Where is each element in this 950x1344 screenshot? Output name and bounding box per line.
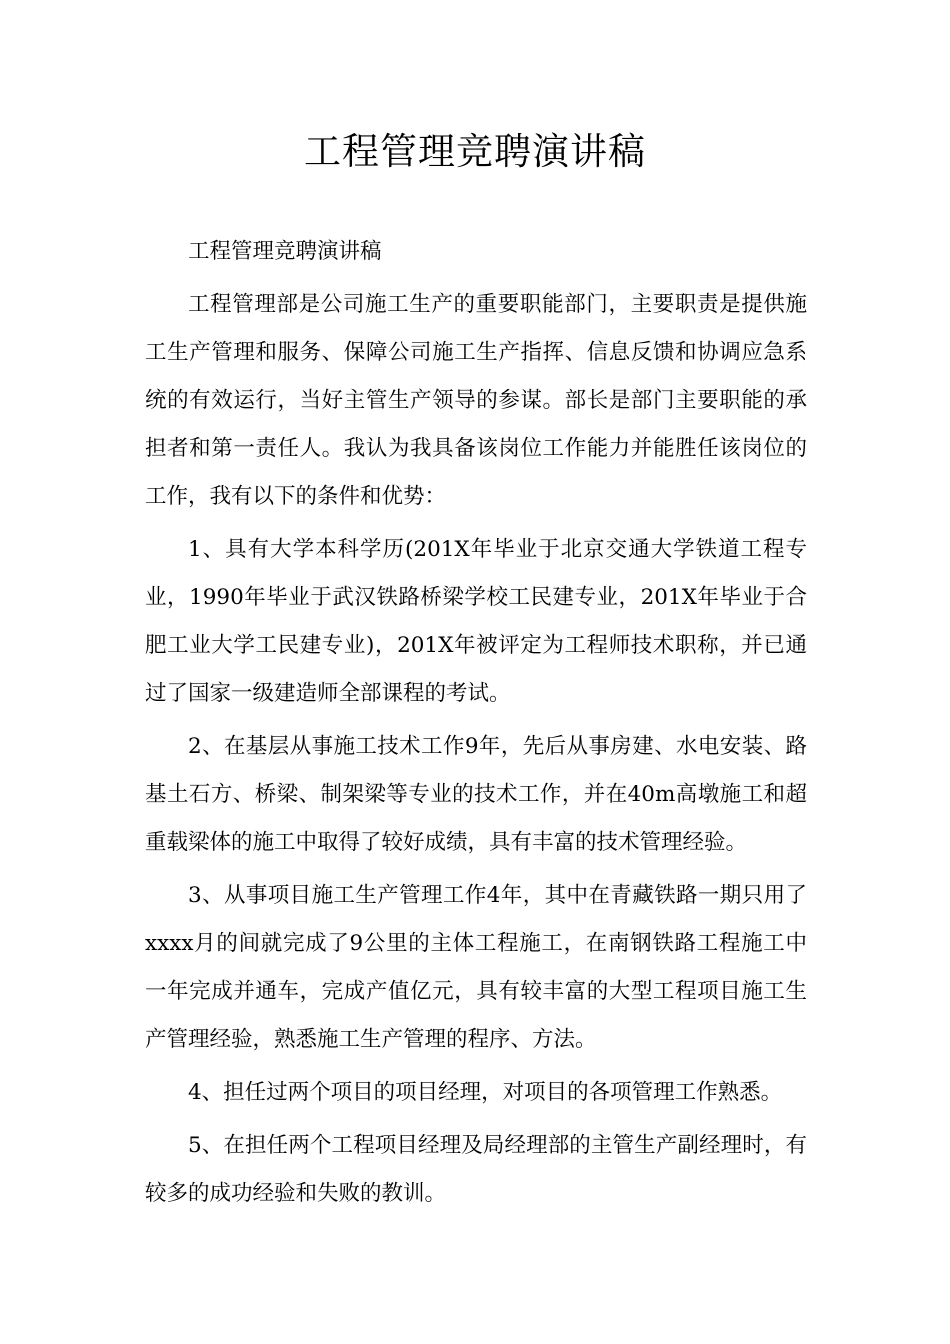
paragraph-item-4: 4、担任过两个项目的项目经理，对项目的各项管理工作熟悉。 xyxy=(188,1080,783,1105)
document-body xyxy=(145,228,807,1218)
paragraph-intro: 工程管理部是公司施工生产的重要职能部门，主要职责是提供施工生产管理和服务、保障公司施工生产指挥、信息反馈和协调应急系统的有效运行，当好主管生产领导的参谋。部长是部门主要职能的承担者和第一责任人。我认为我具备该岗位工作能力并能胜任该岗位的工作，我有以下的条件和优势： xyxy=(145,292,807,509)
paragraph-item-1: 1、具有大学本科学历(201X年毕业于北京交通大学铁道工程专业，1990年毕业于武汉铁路桥梁学校工民建专业，201X年毕业于合肥工业大学工民建专业)，201X年被评定为工程师技术职称，并已通过了国家一级建造师全部课程的考试。 xyxy=(145,537,807,706)
paragraph-subtitle: 工程管理竞聘演讲稿 xyxy=(188,239,382,264)
paragraph-item-2: 2、在基层从事施工技术工作9年，先后从事房建、水电安装、路基土石方、桥梁、制架梁等专业的技术工作，并在40m高墩施工和超重载梁体的施工中取得了较好成绩，具有丰富的技术管理经验。 xyxy=(145,734,807,855)
paragraph-item-5: 5、在担任两个工程项目经理及局经理部的主管生产副经理时，有较多的成功经验和失败的教训。 xyxy=(145,1133,807,1206)
paragraph-item-3: 3、从事项目施工生产管理工作4年，其中在青藏铁路一期只用了xxxx月的间就完成了9公里的主体工程施工，在南钢铁路工程施工中一年完成并通车，完成产值亿元，具有较丰富的大型工程项目施工生产管理经验，熟悉施工生产管理的程序、方法。 xyxy=(145,883,807,1052)
document-title: 工程管理竞聘演讲稿 xyxy=(304,130,646,173)
